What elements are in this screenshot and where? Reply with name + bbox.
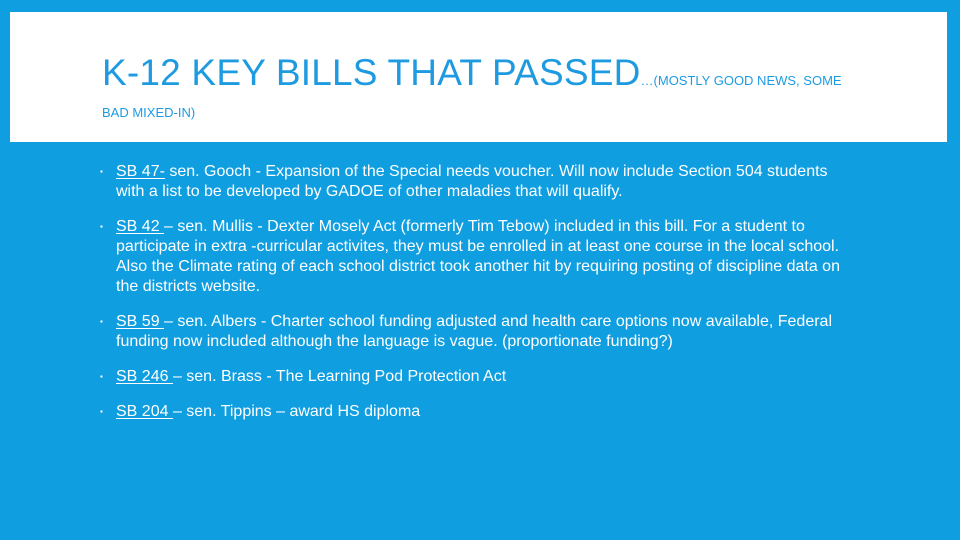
bill-description: – sen. Tippins – award HS diploma: [172, 403, 421, 420]
bill-number: SB 204: [116, 403, 173, 420]
bullet-marker-icon: ▪: [100, 222, 103, 231]
title-subtitle: …(MOSTLY GOOD NEWS, SOME: [640, 73, 842, 88]
bill-number: SB 59: [116, 313, 165, 330]
bill-description: – sen. Mullis - Dexter Mosely Act (formerly Tim Tebow) included in this bill. For a student to participate in extra -curricular activites, they must be enrolled in at least one course in the local school. Also the Climate rating of each school district took another hit by requiring posting of discipline data on the districts website.: [116, 218, 840, 295]
title-subtitle-continued: BAD MIXED-IN): [102, 105, 196, 120]
bill-description: – sen. Brass - The Learning Pod Protection Act: [172, 368, 507, 385]
bill-number: SB 47-: [116, 163, 165, 180]
bill-list: [100, 162, 860, 437]
bill-number: SB 42: [116, 218, 165, 235]
bullet-marker-icon: ▪: [100, 407, 103, 416]
title-panel: [10, 12, 947, 142]
bill-description: – sen. Albers - Charter school funding adjusted and health care options now available, Federal funding now included although the language is vague. (proportionate funding?): [116, 313, 832, 350]
bill-item: [100, 367, 860, 387]
bill-item: [100, 402, 860, 422]
title-main: K-12 KEY BILLS THAT PASSED: [102, 52, 641, 93]
bill-number: SB 246: [116, 368, 173, 385]
bill-description: sen. Gooch - Expansion of the Special needs voucher. Will now include Section 504 students with a list to be developed by GADOE of other maladies that will qualify.: [116, 163, 828, 200]
bill-item: [100, 162, 860, 202]
bill-item: [100, 217, 860, 297]
bullet-marker-icon: ▪: [100, 372, 103, 381]
bullet-marker-icon: ▪: [100, 317, 103, 326]
bill-item: [100, 312, 860, 352]
slide-title: [102, 52, 842, 94]
bullet-marker-icon: ▪: [100, 167, 103, 176]
